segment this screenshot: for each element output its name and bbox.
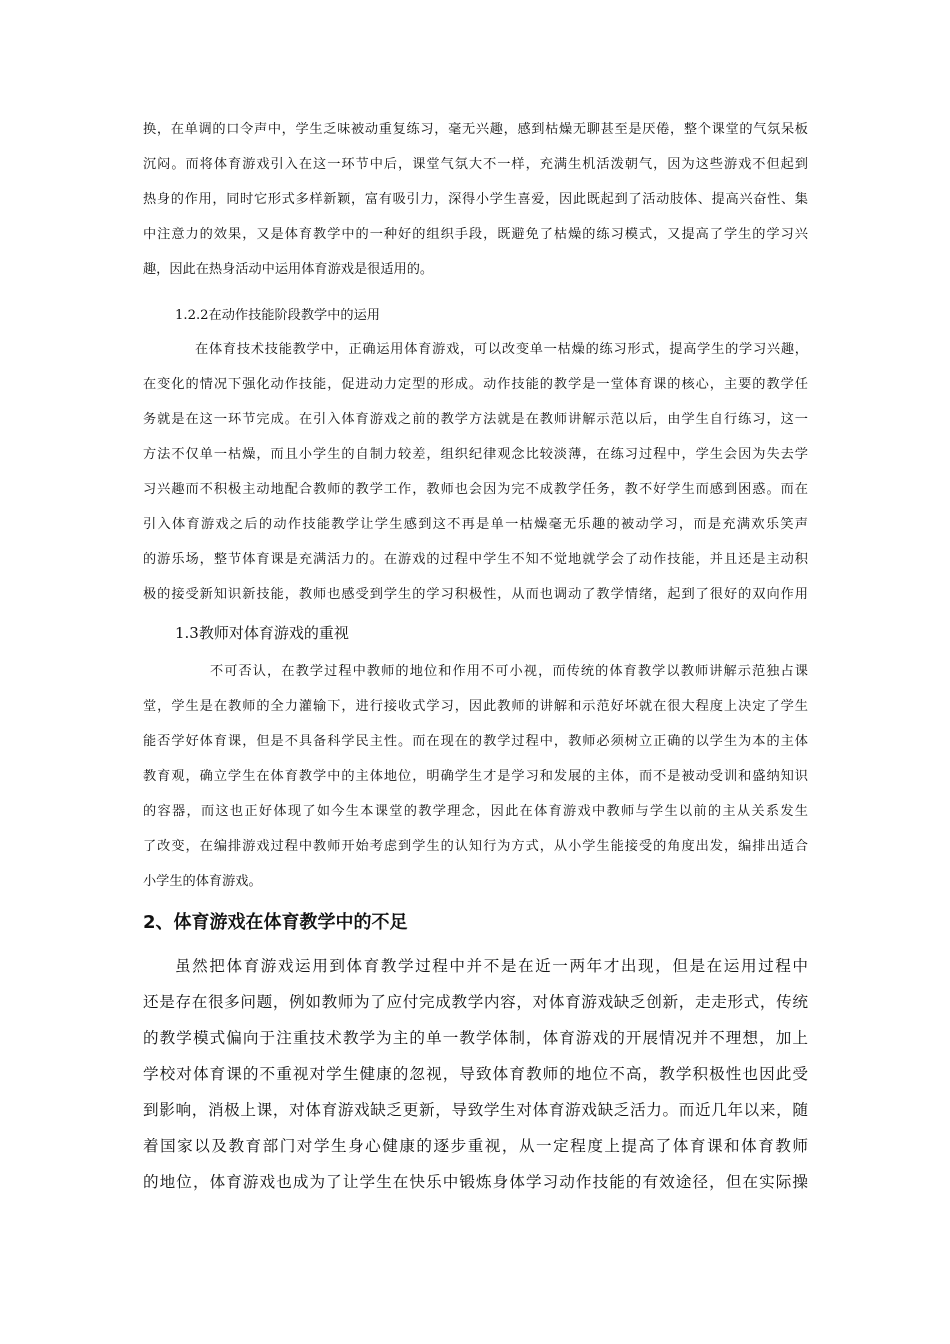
text-line: 换，在单调的口令声中，学生乏味被动重复练习，毫无兴趣，感到枯燥无聊甚至是厌倦，整个课堂的气氛呆板 [143,122,808,137]
text-line: 了改变，在编排游戏过程中教师开始考虑到学生的认知行为方式，从小学生能接受的角度出发，编排出适合 [143,839,808,854]
text-line: 小学生的体育游戏。 [143,874,262,889]
text-line: 的教学模式偏向于注重技术教学为主的单一教学体制，体育游戏的开展情况并不理想，加上 [143,1029,808,1047]
text-line: 沉闷。而将体育游戏引入在这一环节中后，课堂气氛大不一样，充满生机活泼朝气，因为这些游戏不但起到 [143,157,808,172]
text-line: 务就是在这一环节完成。在引入体育游戏之前的教学方法就是在教师讲解示范以后，由学生自行练习，这一 [143,412,808,427]
text-line: 的游乐场，整节体育课是充满活力的。在游戏的过程中学生不知不觉地就学会了动作技能，并且还是主动积 [143,552,808,567]
text-line: 不可否认，在教学过程中教师的地位和作用不可小视，而传统的体育教学以教师讲解示范独占课 [210,664,808,679]
text-line: 在体育技术技能教学中，正确运用体育游戏，可以改变单一枯燥的练习形式，提高学生的学习兴趣， [195,342,808,357]
text-line: 引入体育游戏之后的动作技能教学让学生感到这不再是单一枯燥毫无乐趣的被动学习，而是充满欢乐笑声 [143,517,808,532]
text-line: 中注意力的效果，又是体育教学中的一种好的组织手段，既避免了枯燥的练习模式，又提高了学生的学习兴 [143,227,808,242]
text-line: 习兴趣而不积极主动地配合教师的教学工作，教师也会因为完不成教学任务，教不好学生而感到困惑。而在 [143,482,808,497]
text-line: 热身的作用，同时它形式多样新颖，富有吸引力，深得小学生喜爱，因此既起到了活动肢体、提高兴奋性、集 [143,192,808,207]
heading-1-2-2: 1.2.2在动作技能阶段教学中的运用 [175,308,380,323]
text-line: 学校对体育课的不重视对学生健康的忽视，导致体育教师的地位不高，教学积极性也因此受 [143,1065,808,1083]
text-line: 方法不仅单一枯燥，而且小学生的自制力较差，组织纪律观念比较淡薄，在练习过程中，学生会因为失去学 [143,447,808,462]
text-line: 在变化的情况下强化动作技能，促进动力定型的形成。动作技能的教学是一堂体育课的核心，主要的教学任 [143,377,808,392]
heading-1-3: 1.3教师对体育游戏的重视 [175,624,349,642]
text-line: 趣，因此在热身活动中运用体育游戏是很适用的。 [143,262,434,277]
text-line: 教育观，确立学生在体育教学中的主体地位，明确学生才是学习和发展的主体，而不是被动受训和盛纳知识 [143,769,808,784]
heading-2: 2、体育游戏在体育教学中的不足 [143,912,408,933]
text-line: 还是存在很多问题，例如教师为了应付完成教学内容，对体育游戏缺乏创新，走走形式，传统 [143,993,808,1011]
text-line: 着国家以及教育部门对学生身心健康的逐步重视，从一定程度上提高了体育课和体育教师 [143,1137,808,1155]
text-line: 的容器，而这也正好体现了如今生本课堂的教学理念，因此在体育游戏中教师与学生以前的主从关系发生 [143,804,808,819]
text-line: 能否学好体育课，但是不具备科学民主性。而在现在的教学过程中，教师必须树立正确的以学生为本的主体 [143,734,808,749]
text-line: 堂，学生是在教师的全力灌输下，进行接收式学习，因此教师的讲解和示范好坏就在很大程度上决定了学生 [143,699,808,714]
text-line: 到影响，消极上课，对体育游戏缺乏更新，导致学生对体育游戏缺乏活力。而近几年以来，随 [143,1101,808,1119]
text-line: 的地位，体育游戏也成为了让学生在快乐中锻炼身体学习动作技能的有效途径，但在实际操 [143,1173,808,1191]
text-line: 虽然把体育游戏运用到体育教学过程中并不是在近一两年才出现，但是在运用过程中 [175,957,808,975]
text-line: 极的接受新知识新技能，教师也感受到学生的学习积极性，从而也调动了教学情绪，起到了很好的双向作用 [143,587,808,602]
